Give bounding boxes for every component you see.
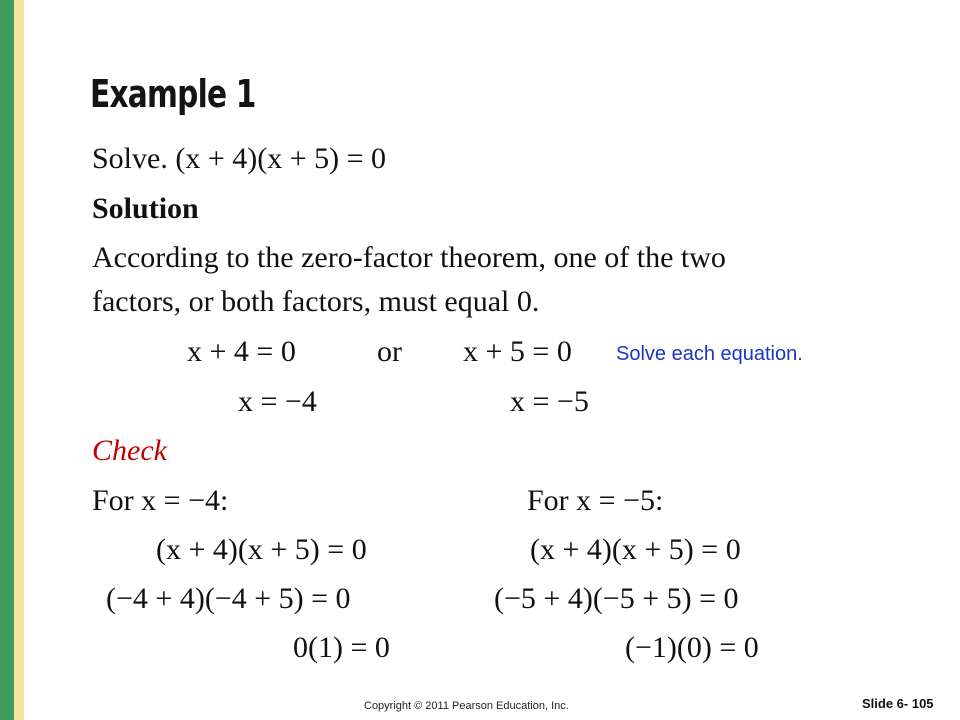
slide-number: Slide 6- 105: [862, 696, 934, 711]
equation-left: x + 4 = 0: [187, 335, 296, 368]
copyright-footer: Copyright © 2011 Pearson Education, Inc.: [364, 700, 569, 712]
left-accent-bar-green: [0, 0, 14, 720]
check-heading: Check: [92, 434, 167, 467]
check-for-right: For x = −5:: [527, 484, 664, 517]
equation-right: x + 5 = 0: [463, 335, 572, 368]
solve-note: Solve each equation.: [616, 343, 803, 365]
equation-or: or: [377, 335, 402, 368]
solution-heading: Solution: [92, 192, 199, 225]
solution-left: x = −4: [238, 385, 317, 418]
paragraph-line-2: factors, or both factors, must equal 0.: [92, 285, 540, 318]
slide-title: Example 1: [90, 72, 256, 116]
check-left-line-2: (−4 + 4)(−4 + 5) = 0: [106, 582, 351, 615]
check-right-line-3: (−1)(0) = 0: [625, 631, 759, 664]
solution-right: x = −5: [510, 385, 589, 418]
check-right-line-2: (−5 + 4)(−5 + 5) = 0: [494, 582, 739, 615]
check-left-line-1: (x + 4)(x + 5) = 0: [156, 533, 367, 566]
problem-statement: Solve. (x + 4)(x + 5) = 0: [92, 142, 387, 175]
check-for-left: For x = −4:: [92, 484, 229, 517]
paragraph-line-1: According to the zero-factor theorem, one of the two: [92, 241, 726, 274]
check-right-line-1: (x + 4)(x + 5) = 0: [530, 533, 741, 566]
check-left-line-3: 0(1) = 0: [293, 631, 390, 664]
left-accent-bar-yellow: [14, 0, 24, 720]
